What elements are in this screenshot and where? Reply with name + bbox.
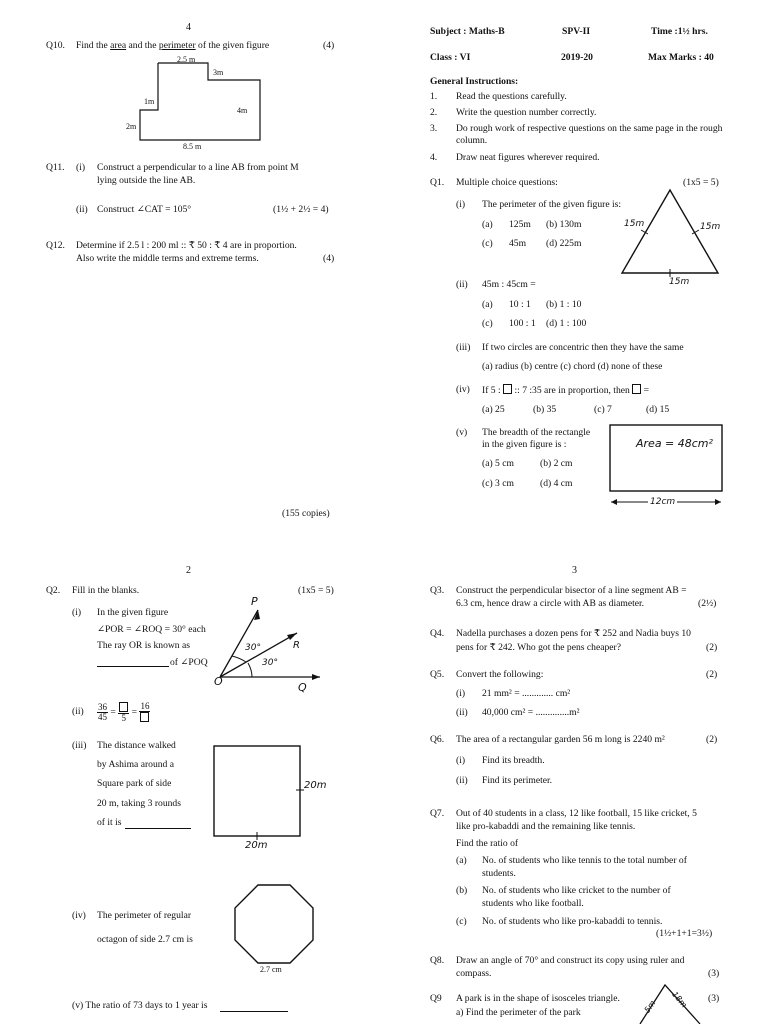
question-text: Nadella purchases a dozen pens for ₹ 252 and Nadia buys 10 [456, 628, 691, 639]
option: (a) 25 [482, 404, 505, 415]
option: 45m [509, 238, 527, 249]
question-text: Out of 40 students in a class, 12 like football, 15 like cricket, 5 [456, 808, 697, 819]
option: 100 : 1 [509, 318, 536, 329]
question-text: pens for ₹ 242. Who got the pens cheaper? [456, 642, 621, 653]
marks: (2) [706, 642, 718, 653]
question-text: compass. [456, 968, 492, 979]
question-num: Q5. [430, 669, 445, 680]
subpart: (ii) [456, 775, 468, 786]
subpart: (iii) [72, 740, 87, 751]
question-text: in the given figure is : [482, 439, 567, 450]
question-text: The ray OR is known as [97, 640, 190, 651]
question-text: No. of students who like cricket to the number of [482, 885, 671, 896]
copies-note: (155 copies) [282, 508, 330, 519]
option: (b) 2 cm [540, 458, 573, 469]
marks: (2½) [698, 598, 717, 609]
instruction-num: 1. [430, 91, 438, 102]
question-text: 21 mm² = ............. cm² [482, 688, 571, 699]
subpart: (iii) [456, 342, 471, 353]
text: If 5 : [482, 385, 504, 396]
marks: (1½+1+1=3½) [656, 928, 713, 939]
option: (c) 3 cm [482, 478, 514, 489]
question-text: Draw an angle of 70° and construct its copy using ruler and [456, 955, 685, 966]
question-num: Q1. [430, 177, 445, 188]
paper-code: SPV-II [562, 26, 591, 37]
subpart: (i) [456, 755, 466, 766]
marks: (3) [708, 993, 720, 1004]
question-text: The area of a rectangular garden 56 m long is 2240 m² [456, 734, 665, 745]
question-text: The perimeter of regular [97, 910, 192, 921]
side-label: 15m [700, 222, 721, 232]
question-text: 45m : 45cm = [482, 279, 536, 290]
option: (a) [482, 219, 493, 230]
question-text: 40,000 cm² = ..............m² [482, 707, 580, 718]
option: (c) [482, 318, 493, 329]
page-number: 3 [572, 565, 577, 576]
option: (b) 35 [533, 404, 557, 415]
question-text: Square park of side [97, 778, 172, 789]
question-text: In the given figure [97, 607, 169, 618]
option: (c) 7 [594, 404, 612, 415]
denominator: 45 [98, 712, 107, 722]
side-label: 15m [624, 219, 645, 229]
question-text: The perimeter of the given figure is: [482, 199, 622, 210]
question-text: Find its perimeter. [482, 775, 553, 786]
instruction-text: Read the questions carefully. [456, 91, 567, 102]
subpart: (a) [456, 855, 467, 866]
marks: (2) [706, 734, 718, 745]
marks: (1x5 = 5) [683, 177, 719, 188]
subpart: (ii) [456, 279, 468, 290]
question-num: Q11. [46, 162, 65, 173]
instruction-text: Write the question number correctly. [456, 107, 597, 118]
subpart: (iv) [72, 910, 86, 921]
side-label: 15m [669, 277, 690, 287]
question-text: Also write the middle terms and extreme terms. [76, 253, 259, 264]
question-text: by Ashima around a [97, 759, 175, 770]
marks: (1x5 = 5) [298, 585, 334, 596]
question-num: Q3. [430, 585, 445, 596]
instruction-num: 2. [430, 107, 438, 118]
length-label: 12cm [650, 497, 676, 507]
question-text: of ∠POQ [170, 657, 208, 668]
option: (c) [482, 238, 493, 249]
instruction-text: Draw neat figures wherever required. [456, 152, 600, 163]
instruction-text: Do rough work of respective questions on the same page in the rough column. [456, 123, 723, 146]
question-text: No. of students who like tennis to the total number of [482, 855, 687, 866]
question-text: lying outside the line AB. [97, 175, 196, 186]
question-num: Q10. [46, 40, 65, 51]
question-text: 20 m, taking 3 rounds [97, 798, 181, 809]
question-text: of it is [97, 817, 122, 828]
dim-label: 1m [144, 97, 155, 106]
subpart: (i) [456, 688, 466, 699]
text: area [110, 40, 127, 51]
text: and the [126, 40, 159, 51]
question-num: Q7. [430, 808, 445, 819]
question-text: If two circles are concentric then they have the same [482, 342, 684, 353]
text: Find the [76, 40, 111, 51]
option: (b) 130m [546, 219, 582, 230]
marks: (3) [708, 968, 720, 979]
text: perimeter [158, 40, 196, 51]
subpart: (c) [456, 916, 467, 927]
question-text: Construct the perpendicular bisector of a line segment AB = [456, 585, 687, 596]
dim-label: 4m [237, 106, 248, 115]
option: (d) 15 [646, 404, 670, 415]
question-text: The distance walked [97, 740, 176, 751]
side-label: 18m [670, 989, 689, 1010]
question-text: students. [482, 868, 516, 879]
text: of the given figure [195, 40, 270, 51]
question-num: Q4. [430, 628, 445, 639]
text: The ratio of 73 days to 1 year is [85, 1000, 208, 1011]
question-num: Q6. [430, 734, 445, 745]
text: :: 7 :35 are in proportion, then [512, 385, 633, 396]
question-text: Multiple choice questions: [456, 177, 558, 188]
options: (a) radius (b) centre (c) chord (d) none of these [482, 361, 663, 372]
numerator: 16 [140, 701, 150, 711]
question-text: like pro-kabaddi and the remaining like tennis. [456, 821, 636, 832]
option: (a) 5 cm [482, 458, 514, 469]
option: (d) 1 : 100 [546, 318, 587, 329]
question-text: A park is in the shape of isosceles triangle. [456, 993, 620, 1004]
numerator: 36 [98, 702, 107, 712]
instruction-num: 3. [430, 123, 438, 134]
question-num: Q2. [46, 585, 61, 596]
question-num: Q8. [430, 955, 445, 966]
option: 10 : 1 [509, 299, 531, 310]
question-text: octagon of side 2.7 cm is [97, 934, 193, 945]
question-text: No. of students who like pro-kabaddi to tennis. [482, 916, 663, 927]
time: Time :1½ hrs. [651, 26, 708, 37]
option: (d) 225m [546, 238, 582, 249]
question-text: Determine if 2.5 l : 200 ml :: ₹ 50 : ₹ 4 are in proportion. [76, 240, 297, 251]
question-text: Find its breadth. [482, 755, 545, 766]
point-label: Q [298, 681, 307, 694]
text: = [641, 385, 650, 396]
denominator: 5 [121, 713, 126, 723]
angle-label: 30° [245, 643, 261, 653]
year: 2019-20 [561, 52, 593, 63]
area-label: Area = 48cm² [636, 437, 713, 450]
subject: Subject : Maths-B [430, 26, 505, 37]
dim-label: 2.5 m [177, 55, 196, 64]
option: (b) 1 : 10 [546, 299, 582, 310]
angle-label: 30° [262, 658, 278, 668]
point-label: O [214, 675, 223, 688]
subpart: (b) [456, 885, 468, 896]
page-number: 4 [186, 22, 191, 33]
dim-label: 3m [213, 68, 224, 77]
subpart: (v) [456, 427, 468, 438]
subpart: (ii) [456, 707, 468, 718]
side-label: 5m [642, 998, 658, 1015]
option: 125m [509, 219, 531, 230]
question-text: Find the ratio of [456, 838, 519, 849]
subpart: (i) [72, 607, 82, 618]
subpart: (i) [76, 162, 86, 173]
question-text: Construct a perpendicular to a line AB from point M [97, 162, 299, 173]
marks: (2) [706, 669, 718, 680]
option: (a) [482, 299, 493, 310]
subpart: (iv) [456, 384, 470, 395]
max-marks: Max Marks : 40 [648, 52, 714, 63]
question-text: 6.3 cm, hence draw a circle with AB as diameter. [456, 598, 645, 609]
marks: (4) [323, 40, 335, 51]
question-text: Fill in the blanks. [72, 585, 140, 596]
question-num: Q9 [430, 993, 442, 1004]
subpart: (i) [456, 199, 466, 210]
question-text: Convert the following: [456, 669, 544, 680]
point-label: P [251, 595, 258, 608]
subpart: (ii) [76, 204, 88, 215]
dim-label: 8.5 m [183, 142, 202, 151]
page-number: 2 [186, 565, 191, 576]
dim-label: 2m [126, 122, 137, 131]
option: (d) 4 cm [540, 478, 573, 489]
question-text: The breadth of the rectangle [482, 427, 591, 438]
subpart: (ii) [72, 706, 84, 717]
fraction-equation: $\frac{36}{45}$ = 5 = 16 [98, 701, 150, 723]
class: Class : VI [430, 52, 471, 63]
question-text: a) Find the perimeter of the park [456, 1007, 581, 1018]
instructions-title: General Instructions: [430, 76, 519, 87]
marks: (4) [323, 253, 335, 264]
question-text: students who like football. [482, 898, 584, 909]
question-text: Construct ∠CAT = 105° [97, 204, 192, 215]
side-label: 20m [245, 840, 268, 851]
question-num: Q12. [46, 240, 65, 251]
marks: (1½ + 2½ = 4) [273, 204, 329, 215]
side-label: 2.7 cm [260, 965, 282, 974]
subpart: (v) [72, 1000, 84, 1011]
instruction-num: 4. [430, 152, 438, 163]
side-label: 20m [304, 780, 327, 791]
question-text: ∠POR = ∠ROQ = 30° each [97, 624, 206, 635]
point-label: R [293, 640, 300, 651]
